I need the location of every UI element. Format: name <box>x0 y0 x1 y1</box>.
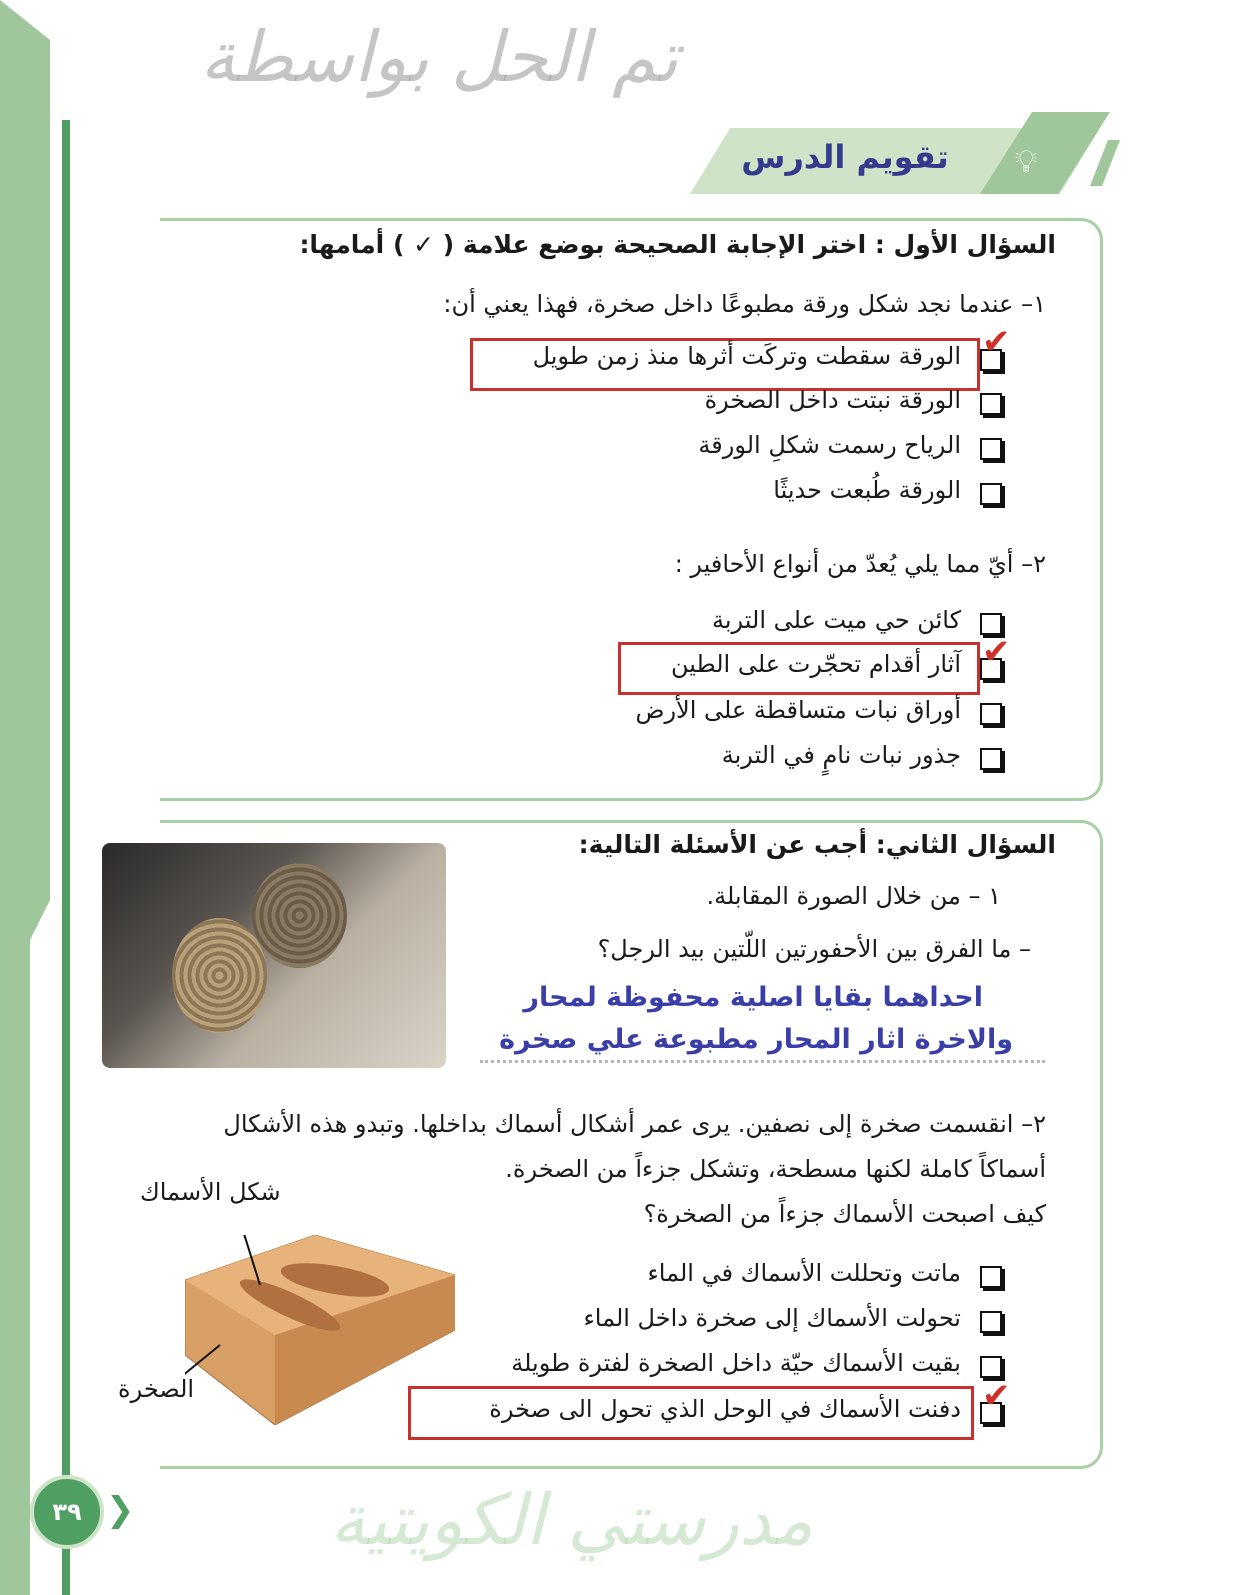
checkbox[interactable] <box>980 703 1002 725</box>
fossil-imprint <box>252 863 347 968</box>
option: أوراق نبات متساقطة على الأرض <box>635 696 961 724</box>
option: تحولت الأسماك إلى صخرة داخل الماء <box>583 1304 961 1332</box>
checkbox[interactable] <box>980 438 1002 460</box>
side-bar <box>62 120 70 1595</box>
answer-dotted-line <box>480 1060 1045 1063</box>
option: الورقة طُبعت حديثًا <box>773 476 961 504</box>
side-strip <box>0 0 50 1595</box>
option: كائن حي ميت على التربة <box>712 606 961 634</box>
question-2-2: كيف اصبحت الأسماك جزءاً من الصخرة؟ <box>643 1200 1046 1228</box>
answer-line-1: احداهما بقايا اصلية محفوظة لمحار <box>523 982 983 1013</box>
checkbox[interactable] <box>980 1311 1002 1333</box>
ammonite-fossils-photo <box>102 843 446 1068</box>
checkbox[interactable] <box>980 748 1002 770</box>
question-2-2-line1: ٢– انقسمت صخرة إلى نصفين. يرى عمر أشكال أسماك بداخلها. وتبدو هذه الأشكال <box>223 1110 1046 1138</box>
option: الرياح رسمت شكلِ الورقة <box>698 431 961 459</box>
option: الورقة سقطت وتركَت أثرها منذ زمن طويل <box>532 342 961 370</box>
check-mark-icon: ✔ <box>982 1376 1011 1416</box>
watermark-line-2: مدرستي الكويتية <box>330 1479 814 1561</box>
answer-line-2: والاخرة اثار المحار مطبوعة علي صخرة <box>499 1024 1013 1055</box>
checkbox[interactable] <box>980 1356 1002 1378</box>
header-banner-stripe <box>1090 140 1120 186</box>
question-2-title: السؤال الثاني: أجب عن الأسئلة التالية: <box>578 830 1056 859</box>
question-2-2-line2: أسماكاً كاملة لكنها مسطحة، وتشكل جزءاً من الصخرة. <box>505 1155 1046 1183</box>
question-1-title: السؤال الأول : اختر الإجابة الصحيحة بوضع علامة ( ✓ ) أمامها: <box>299 230 1056 259</box>
checkbox[interactable] <box>980 393 1002 415</box>
check-mark-icon: ✔ <box>982 632 1011 672</box>
option: الورقة نبتت داخل الصخرة <box>704 386 961 414</box>
checkbox[interactable] <box>980 483 1002 505</box>
chevron-right-icon: ❯ <box>106 1490 135 1530</box>
question-1-1: ١– عندما نجد شكل ورقة مطبوعًا داخل صخرة، فهذا يعني أن: <box>443 290 1046 318</box>
page-number: ٣٩ <box>30 1475 104 1549</box>
question-1-2: ٢– أيّ مما يلي يُعدّ من أنواع الأحافير : <box>674 550 1046 578</box>
rock-label: الصخرة <box>118 1375 195 1403</box>
option: دفنت الأسماك في الوحل الذي تحول الى صخرة <box>489 1395 961 1423</box>
option: جذور نبات نامٍ في التربة <box>721 741 961 769</box>
check-mark-icon: ✔ <box>982 322 1011 362</box>
checkbox[interactable] <box>980 1266 1002 1288</box>
question-2-1: – ما الفرق بين الأحفورتين اللّتين بيد الرجل؟ <box>597 935 1031 963</box>
question-2-1-intro: ١ – من خلال الصورة المقابلة. <box>706 882 1001 910</box>
section-title: تقويم الدرس <box>741 138 949 176</box>
option: آثار أقدام تحجّرت على الطين <box>671 650 961 678</box>
watermark-line-1: تم الحل بواسطة <box>200 16 679 98</box>
option: ماتت وتحللت الأسماك في الماء <box>647 1259 961 1287</box>
fossil-shell <box>172 918 267 1033</box>
lightbulb-icon: 💡︎ <box>1015 142 1038 180</box>
option: بقيت الأسماك حيّة داخل الصخرة لفترة طويلة <box>511 1349 961 1377</box>
fish-label: شكل الأسماك <box>140 1178 281 1206</box>
